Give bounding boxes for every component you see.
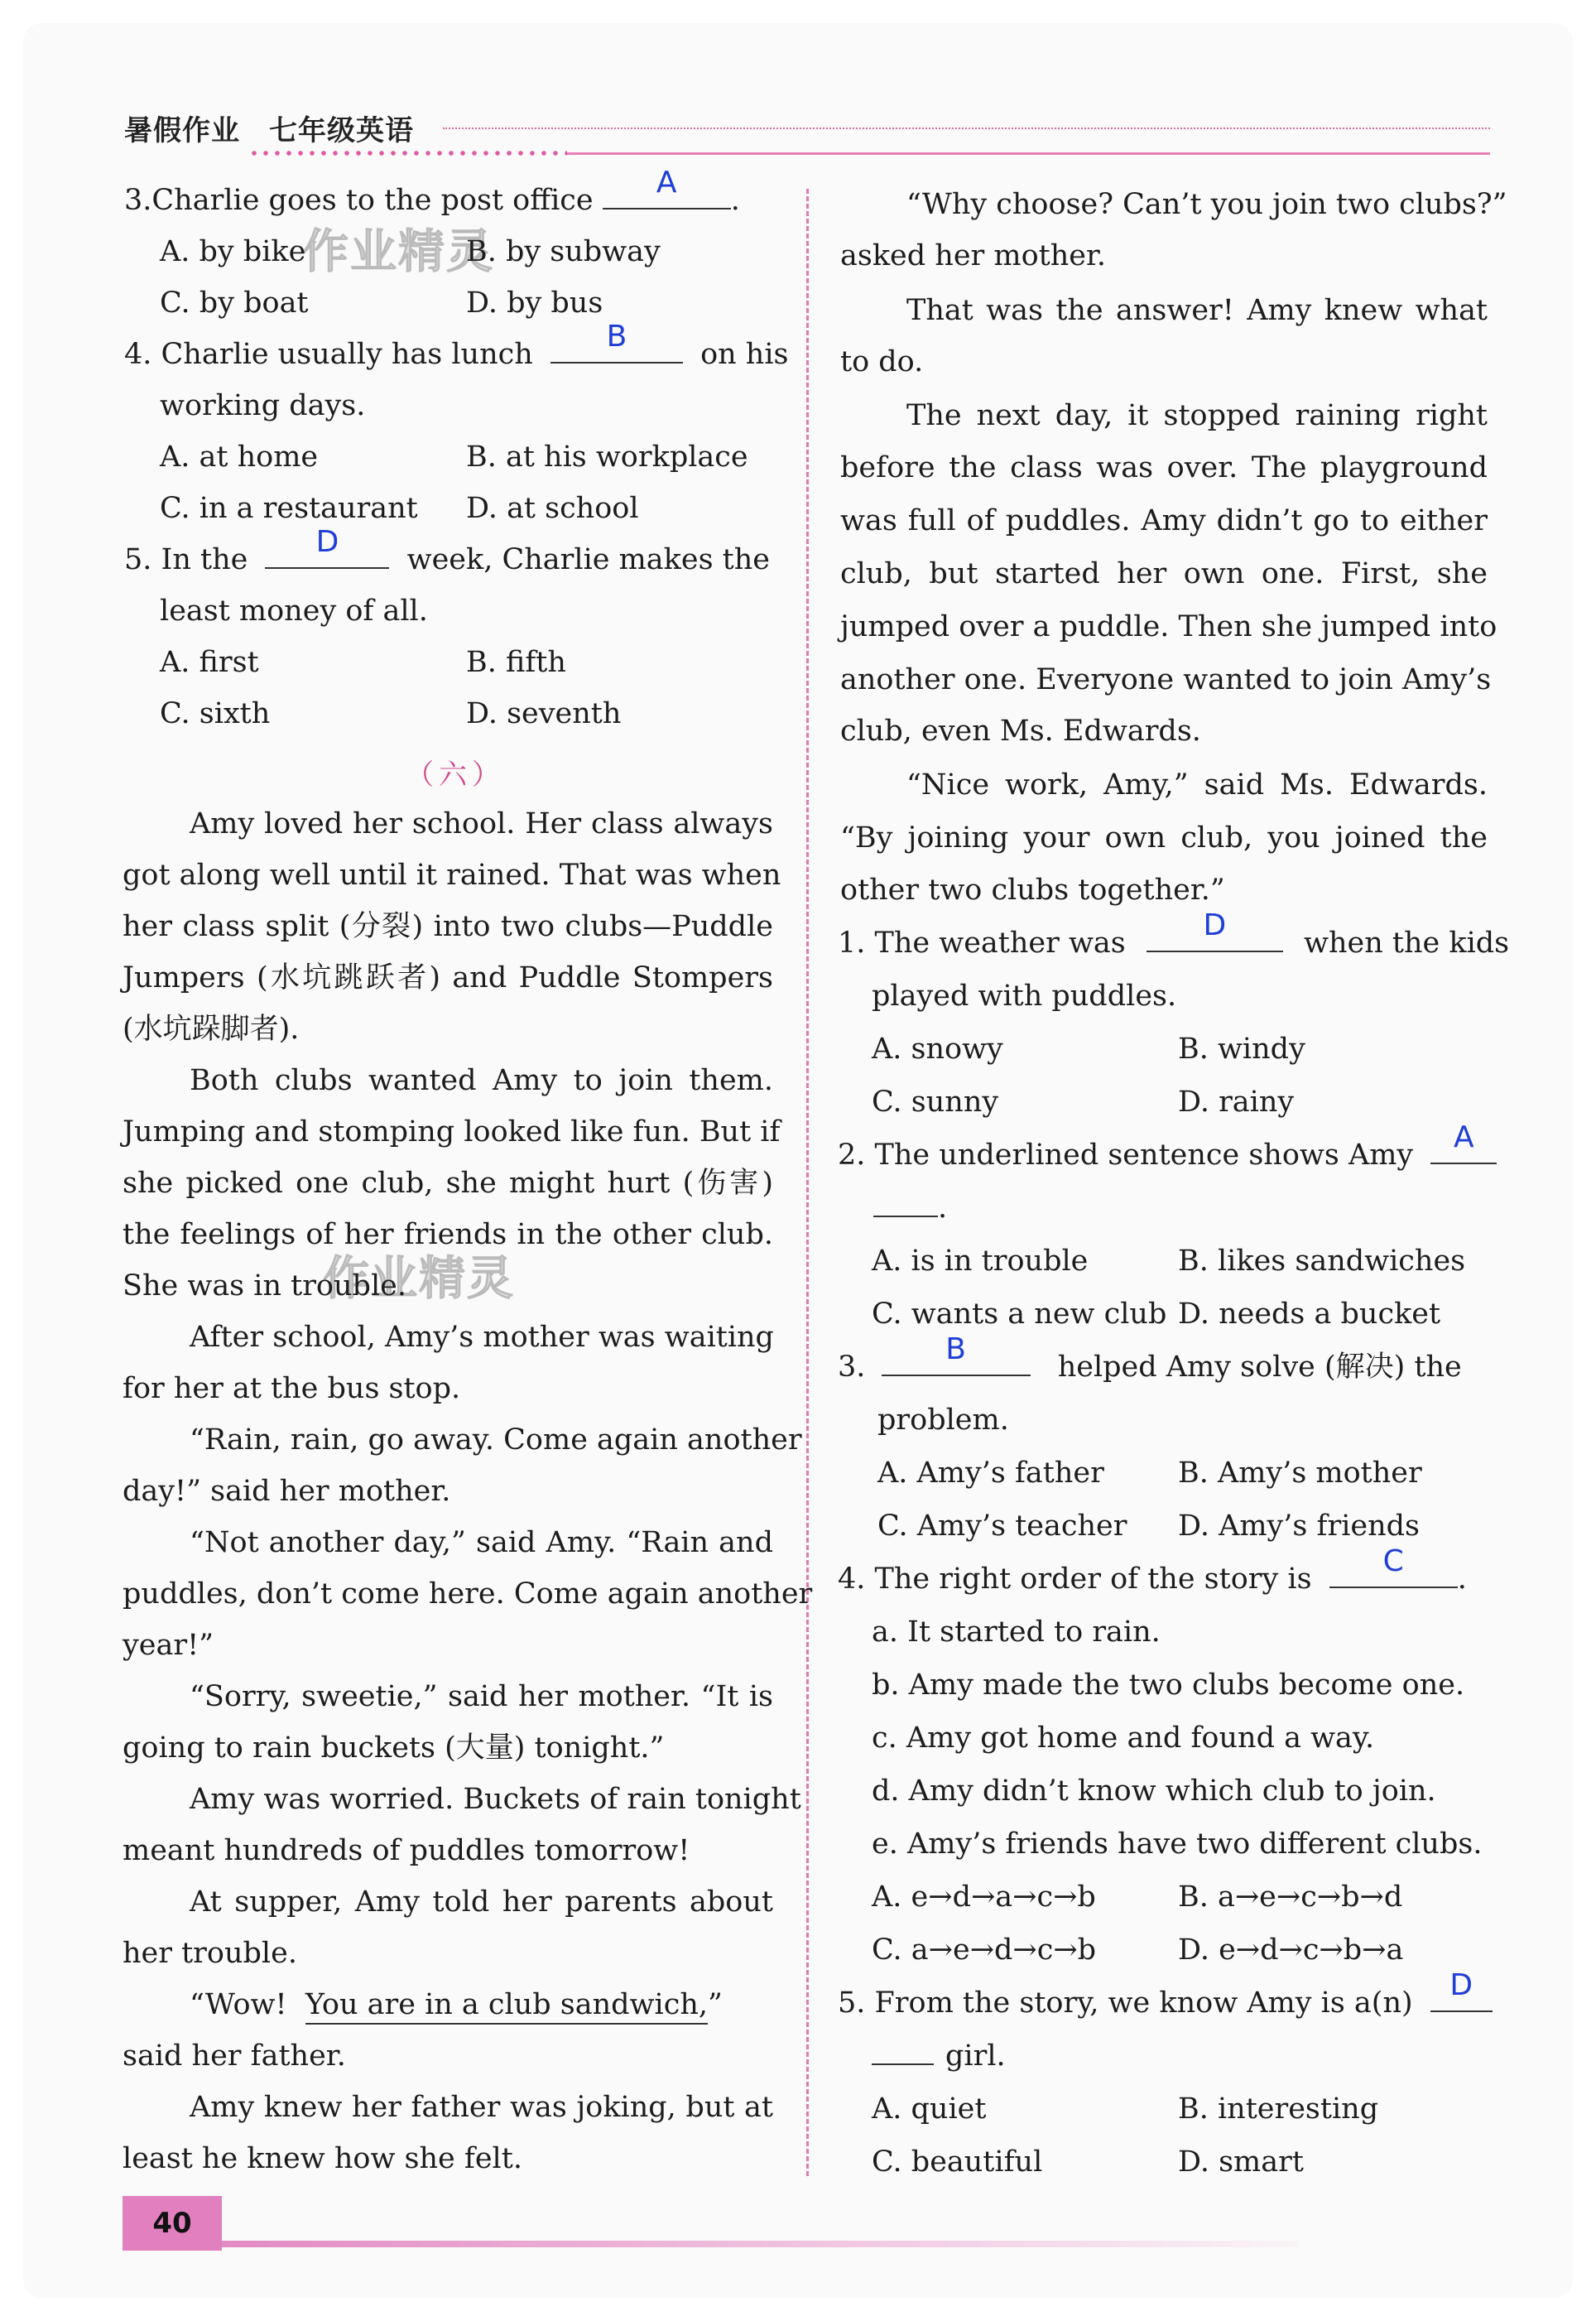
answer-blank[interactable] <box>265 525 389 569</box>
answer-blank-cont: . <box>873 1190 947 1226</box>
story-line: her class split (分裂) into two clubs—Puddle <box>123 910 773 943</box>
event-item: c. Amy got home and found a way. <box>872 1721 1375 1755</box>
question-stem-cont: played with puddles. <box>872 980 1177 1013</box>
option: B. by subway <box>466 235 661 268</box>
option: A. first <box>160 646 259 679</box>
story-line: club, even Ms. Edwards. <box>840 715 1201 748</box>
watermark: 作业精灵 <box>302 225 494 279</box>
story-line: At supper, Amy told her parents about <box>190 1885 773 1919</box>
option: B. at his workplace <box>466 441 748 474</box>
story-line: The next day, it stopped raining right <box>906 399 1488 432</box>
question-stem-cont: least money of all. <box>160 595 428 628</box>
story-line: “Nice work, Amy,” said Ms. Edwards. <box>906 768 1488 802</box>
question-stem: 3. B helped Amy solve (解决) the <box>838 1332 1462 1384</box>
option: D. e→d→c→b→a <box>1178 1933 1404 1967</box>
story-line: the feelings of her friends in the other club. <box>123 1218 773 1251</box>
watermark: 作业精灵 <box>323 1252 515 1306</box>
option: B. a→e→c→b→d <box>1178 1880 1403 1914</box>
option: D. rainy <box>1178 1086 1295 1119</box>
header-title: 暑假作业 七年级英语 <box>124 114 414 147</box>
story-line: “Not another day,” said Amy. “Rain and <box>190 1526 773 1559</box>
answer-text: C <box>1382 1544 1404 1578</box>
question-stem-cont: problem. <box>877 1404 1009 1437</box>
option: D. seventh <box>466 697 622 730</box>
question-number: 3. <box>124 184 152 217</box>
header-solid-line <box>567 152 1490 155</box>
answer-blank[interactable] <box>882 1332 1031 1376</box>
story-line: her trouble. <box>123 1937 297 1970</box>
story-line: After school, Amy’s mother was waiting <box>190 1321 774 1354</box>
option: C. wants a new club <box>872 1298 1167 1331</box>
question-stem: 2. The underlined sentence shows Amy A <box>838 1137 1497 1173</box>
question-stem-cont: working days. <box>160 389 366 422</box>
story-line: “By joining your own club, you joined the <box>840 821 1488 855</box>
page-header <box>124 108 1490 166</box>
story-line: another one. Everyone wanted to join Amy’s <box>840 663 1492 696</box>
option: B. fifth <box>466 646 566 679</box>
story-line-underlined: “Wow! You are in a club sandwich,” <box>190 1986 723 2023</box>
story-line: Jumping and stomping looked like fun. But if <box>123 1115 781 1148</box>
option: C. sunny <box>872 1086 999 1119</box>
story-line: for her at the bus stop. <box>123 1372 461 1405</box>
option: D. by bus <box>466 287 603 320</box>
story-line: other two clubs together.” <box>840 874 1225 907</box>
story-line: Amy loved her school. Her class always <box>190 807 773 840</box>
story-line: was full of puddles. Amy didn’t go to either <box>840 504 1488 537</box>
story-line: said her father. <box>123 2039 346 2073</box>
header-dot-rule <box>248 151 567 156</box>
option: A. is in trouble <box>872 1245 1089 1278</box>
option: D. needs a bucket <box>1178 1298 1441 1331</box>
option: C. in a restaurant <box>160 492 418 525</box>
story-line: year!” <box>123 1629 214 1662</box>
question-text: Charlie goes to the post office <box>151 184 594 217</box>
section-title: （六） <box>406 758 505 792</box>
footer-bar <box>222 2241 1298 2247</box>
option: C. a→e→d→c→b <box>872 1933 1097 1967</box>
question-stem: 3.Charlie goes to the post office A . <box>124 166 740 217</box>
story-line: Jumpers (水坑跳跃者) and Puddle Stompers <box>123 961 773 994</box>
option: C. by boat <box>160 287 309 320</box>
question-stem: 5. In the D week, Charlie makes the <box>124 525 770 576</box>
answer-blank[interactable] <box>550 320 683 364</box>
answer-blank[interactable] <box>1329 1544 1458 1588</box>
option: D. at school <box>466 492 639 525</box>
answer-text: B <box>606 320 627 354</box>
story-line: least he knew how she felt. <box>123 2142 522 2175</box>
page-number: 40 <box>123 2196 222 2251</box>
answer-text: A <box>1454 1120 1474 1154</box>
event-item: d. Amy didn’t know which club to join. <box>872 1774 1436 1808</box>
question-stem: 5. From the story, we know Amy is a(n) D <box>838 1985 1493 2021</box>
event-item: e. Amy’s friends have two different clubs. <box>872 1827 1483 1861</box>
option: B. Amy’s mother <box>1178 1457 1422 1490</box>
question-stem-cont: girl. <box>872 2038 1006 2074</box>
answer-text: B <box>945 1332 966 1366</box>
story-line: she picked one club, she might hurt (伤害) <box>123 1167 773 1200</box>
question-stem: 1. The weather was D when the kids <box>838 908 1510 960</box>
answer-blank-line <box>873 1191 938 1217</box>
story-line: Both clubs wanted Amy to join them. <box>190 1064 773 1097</box>
question-stem: 4. Charlie usually has lunch B on his <box>124 320 789 371</box>
option: C. sixth <box>160 697 271 730</box>
story-line: “Rain, rain, go away. Come again another <box>190 1423 802 1457</box>
story-line: Amy was worried. Buckets of rain tonight <box>190 1783 801 1816</box>
story-line: puddles, don’t come here. Come again another <box>123 1577 813 1611</box>
option: C. Amy’s teacher <box>877 1510 1127 1543</box>
story-line: before the class was over. The playground <box>840 451 1488 484</box>
option: B. interesting <box>1178 2092 1379 2126</box>
option: A. at home <box>160 441 319 474</box>
story-line: meant hundreds of puddles tomorrow! <box>123 1834 690 1867</box>
answer-blank[interactable] <box>603 166 731 209</box>
story-line: She was in trouble. <box>123 1269 406 1303</box>
header-dotted-line <box>443 128 1490 129</box>
column-divider <box>806 189 809 2176</box>
story-line: That was the answer! Amy knew what <box>906 294 1488 327</box>
story-line: got along well until it rained. That was when <box>123 859 781 892</box>
answer-blank[interactable] <box>1147 908 1283 952</box>
option: B. likes sandwiches <box>1178 1245 1466 1278</box>
story-line: jumped over a puddle. Then she jumped into <box>840 610 1497 643</box>
option: B. windy <box>1178 1033 1305 1066</box>
option: D. smart <box>1178 2145 1304 2179</box>
option: D. Amy’s friends <box>1178 1510 1421 1543</box>
answer-text: A <box>656 166 677 200</box>
event-item: b. Amy made the two clubs become one. <box>872 1669 1465 1702</box>
story-line: going to rain buckets (大量) tonight.” <box>123 1731 665 1765</box>
story-line: day!” said her mother. <box>123 1475 451 1508</box>
event-item: a. It started to rain. <box>872 1616 1161 1649</box>
answer-text: D <box>1203 908 1227 942</box>
story-line: asked her mother. <box>840 239 1106 272</box>
question-stem: 4. The right order of the story is C . <box>838 1544 1467 1596</box>
answer-blank[interactable] <box>1430 1968 1493 2012</box>
answer-text: D <box>1449 1968 1473 2002</box>
option: A. e→d→a→c→b <box>872 1880 1096 1914</box>
option: A. quiet <box>872 2092 987 2126</box>
story-line: “Why choose? Can’t you join two clubs?” <box>906 188 1507 221</box>
underlined-sentence: You are in a club sandwich, <box>305 1988 708 2025</box>
answer-text: D <box>315 525 339 559</box>
story-line: “Sorry, sweetie,” said her mother. “It is <box>190 1680 773 1713</box>
option: A. Amy’s father <box>877 1457 1104 1490</box>
story-line: Amy knew her father was joking, but at <box>190 2091 773 2124</box>
story-line: (水坑跺脚者). <box>123 1013 300 1046</box>
option: A. by bike <box>160 235 306 268</box>
option: C. beautiful <box>872 2145 1043 2179</box>
story-line: to do. <box>840 345 924 378</box>
option: A. snowy <box>872 1033 1003 1066</box>
story-line: club, but started her own one. First, she <box>840 557 1488 590</box>
answer-blank-line <box>872 2039 934 2065</box>
answer-blank[interactable] <box>1430 1120 1497 1164</box>
